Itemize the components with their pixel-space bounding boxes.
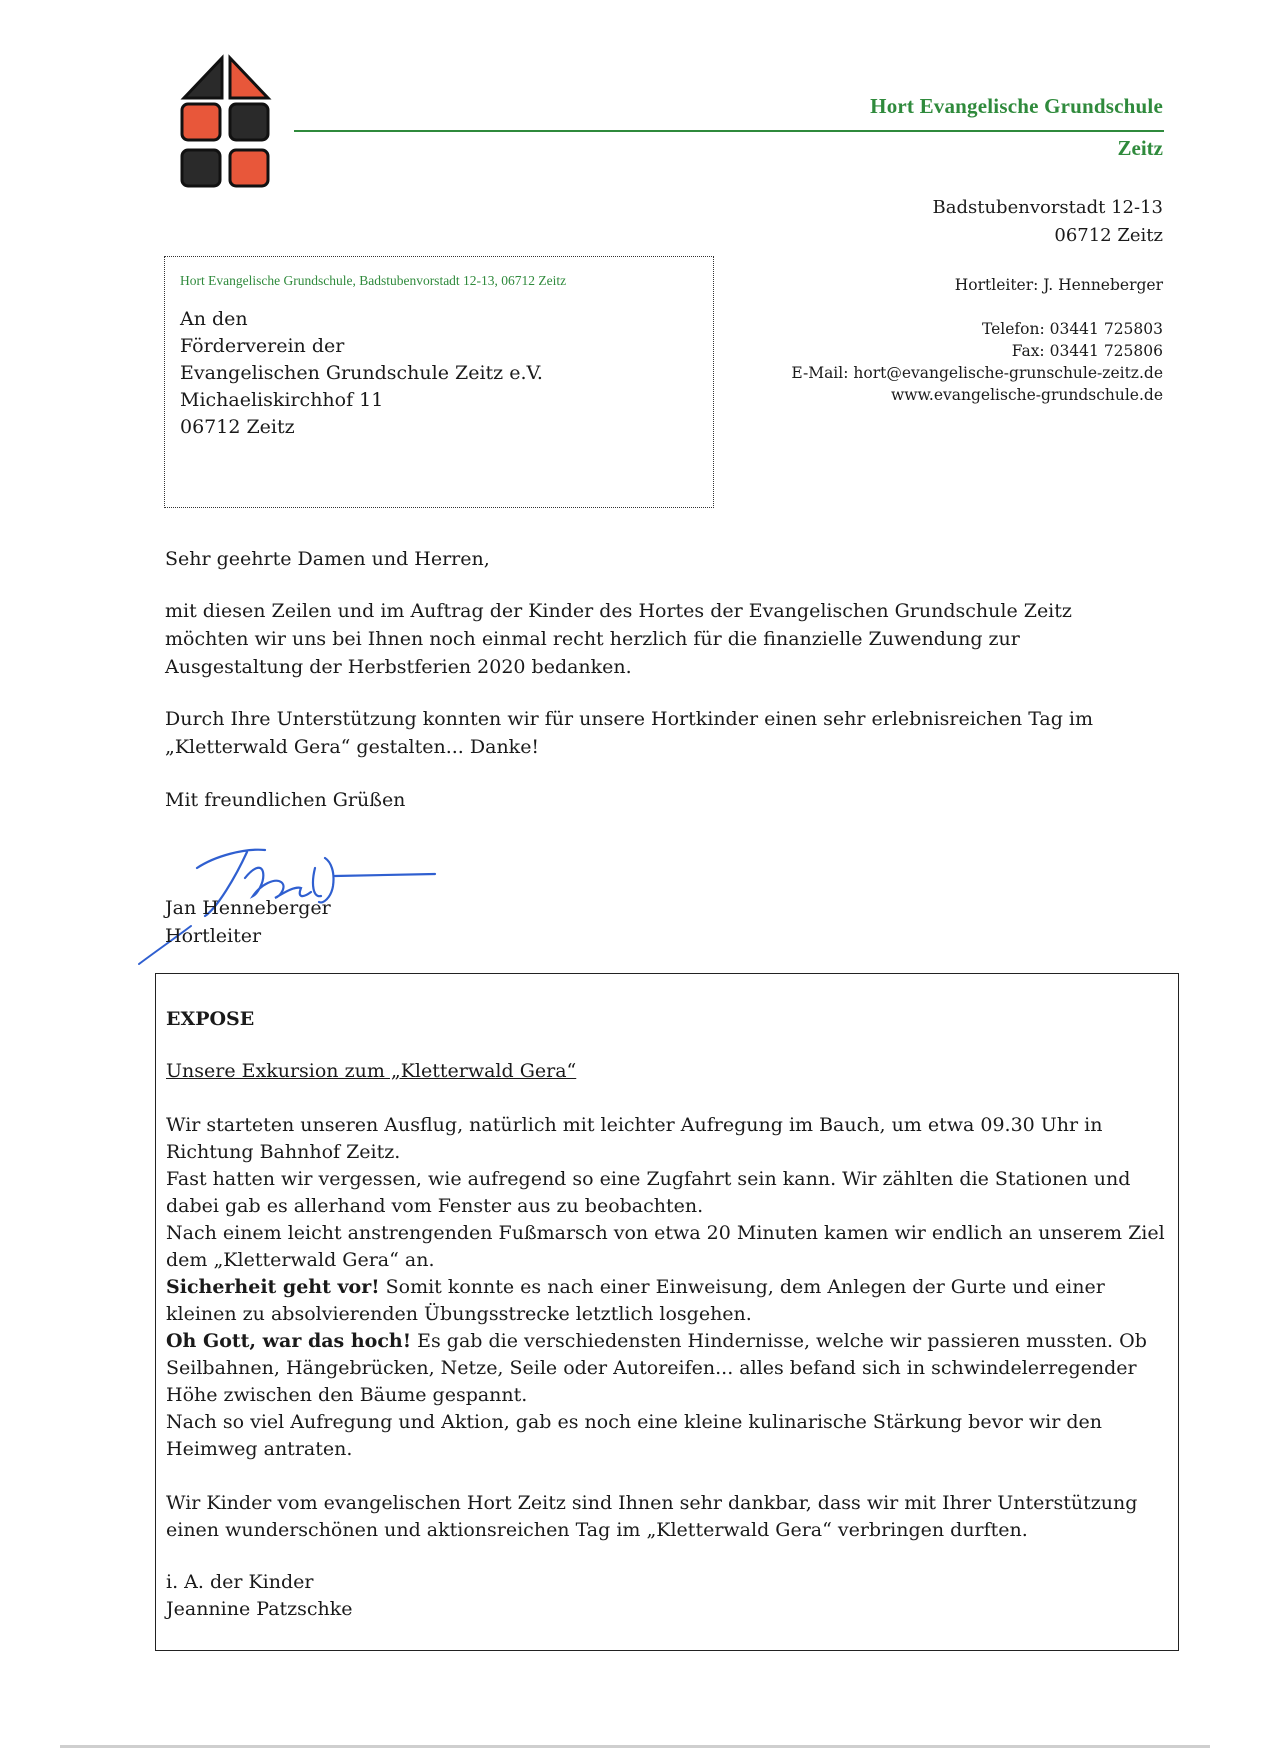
letter-paragraph-2: Durch Ihre Unterstützung konnten wir für unsere Hortkinder einen sehr erlebnisreichen Tag im „Kletterwald Gera“ gestalten... Danke! — [165, 708, 1094, 758]
expose-text — [166, 1112, 1166, 1463]
address-city: 06712 Zeitz — [1054, 225, 1163, 246]
logo-roof-left — [184, 58, 222, 98]
email-link[interactable]: E-Mail: hort@evangelische-grunschule-zeitz.de — [791, 364, 1163, 382]
school-logo — [178, 54, 274, 196]
director-line: Hortleiter: J. Henneberger — [954, 276, 1163, 294]
recipient-line: Evangelischen Grundschule Zeitz e.V. — [180, 362, 543, 384]
expose-line-5-rest: Es gab die verschiedensten Hindernisse, welche wir passieren mussten. Ob Seilbahnen, Hängebrücken, Netze, Seile oder Autoreifen... alles befand sich in schwindelerregender Höhe zwischen den Bäume gespannt. — [166, 1330, 1147, 1406]
recipient-address — [180, 306, 543, 441]
logo-tile — [230, 150, 268, 186]
expose-line-5 — [166, 1328, 1166, 1409]
expose-line-1: Wir starteten unseren Ausflug, natürlich mit leichter Aufregung im Bauch, um etwa 09.30 Uhr in Richtung Bahnhof Zeitz. — [166, 1114, 1103, 1163]
expose-line-4-rest: Somit konnte es nach einer Einweisung, dem Anlegen der Gurte und einer kleinen zu absolvierenden Übungsstrecke letztlich losgehen. — [166, 1276, 1105, 1325]
fax-line: Fax: 03441 725806 — [1011, 342, 1163, 360]
website-link[interactable]: www.evangelische-grundschule.de — [890, 386, 1163, 404]
logo-roof-right — [230, 58, 268, 98]
expose-line-6: Nach so viel Aufregung und Aktion, gab es noch eine kleine kulinarische Stärkung bevor wir den Heimweg antraten. — [166, 1411, 1102, 1460]
logo-tile — [182, 150, 220, 186]
salutation: Sehr geehrte Damen und Herren, — [165, 548, 490, 570]
header-divider — [294, 130, 1164, 132]
school-name: Hort Evangelische Grundschule — [870, 94, 1163, 118]
address-street: Badstubenvorstadt 12-13 — [932, 197, 1163, 218]
recipient-line: Michaeliskirchhof 11 — [180, 389, 384, 411]
expose-on-behalf: i. A. der Kinder — [166, 1571, 314, 1593]
scan-edge — [60, 1745, 1210, 1748]
recipient-line: An den — [180, 308, 248, 330]
sender-line: Hort Evangelische Grundschule, Badstubenvorstadt 12-13, 06712 Zeitz — [180, 273, 567, 288]
expose-line-2: Fast hatten wir vergessen, wie aufregend so eine Zugfahrt sein kann. Wir zählten die Stationen und dabei gab es allerhand vom Fenster aus zu beobachten. — [166, 1168, 1131, 1217]
recipient-line: 06712 Zeitz — [180, 416, 295, 438]
logo-tile — [182, 104, 220, 140]
expose-line-3: Nach einem leicht anstrengenden Fußmarsch von etwa 20 Minuten kamen wir endlich an unserem Ziel dem „Kletterwald Gera“ an. — [166, 1222, 1165, 1271]
expose-heading: EXPOSE — [166, 1008, 255, 1030]
logo-tile — [230, 104, 268, 140]
expose-thanks: Wir Kinder vom evangelischen Hort Zeitz sind Ihnen sehr dankbar, dass wir mit Ihrer Unterstützung einen wunderschönen und aktionsreichen Tag im „Kletterwald Gera“ verbringen durften. — [166, 1492, 1138, 1541]
expose-line-4 — [166, 1274, 1166, 1328]
school-city: Zeitz — [1117, 136, 1163, 160]
closing: Mit freundlichen Grüßen — [165, 789, 406, 811]
signer-role: Hortleiter — [165, 925, 262, 947]
signer-name: Jan Henneberger — [165, 897, 331, 919]
expose-subtitle: Unsere Exkursion zum „Kletterwald Gera“ — [166, 1060, 577, 1082]
phone-line: Telefon: 03441 725803 — [981, 320, 1163, 338]
expose-author: Jeannine Patzschke — [166, 1598, 353, 1620]
emphasis: Sicherheit geht vor! — [166, 1276, 380, 1298]
recipient-line: Förderverein der — [180, 335, 345, 357]
emphasis: Oh Gott, war das hoch! — [166, 1330, 412, 1352]
letter-paragraph-1: mit diesen Zeilen und im Auftrag der Kinder des Hortes der Evangelischen Grundschule Zeitz möchten wir uns bei Ihnen noch einmal recht herzlich für die finanzielle Zuwendung zur Ausgestaltung der Herbstferien 2020 bedanken. — [165, 600, 1072, 678]
